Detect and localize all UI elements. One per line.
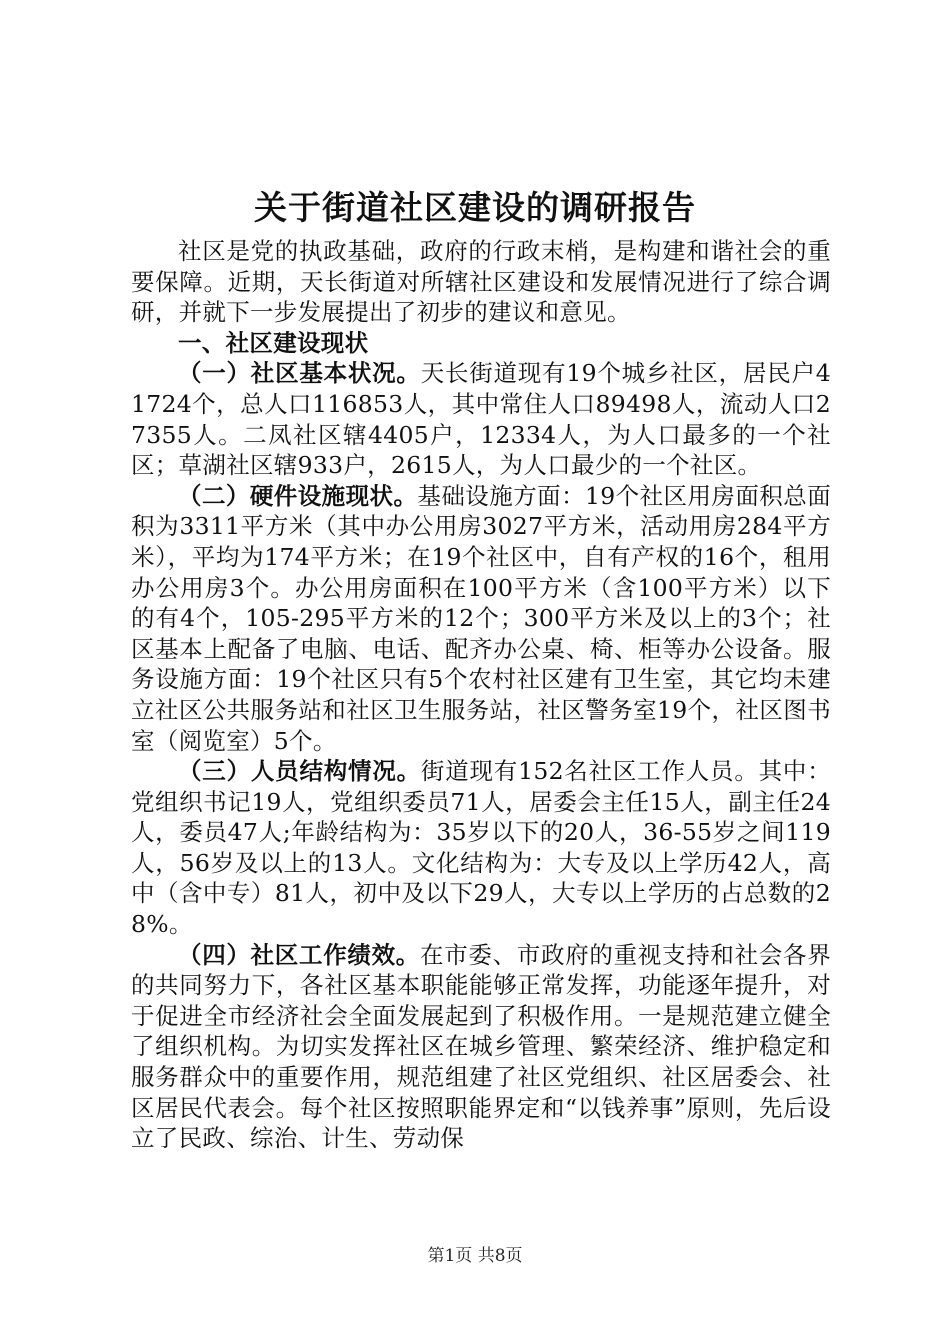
document-title: 关于街道社区建设的调研报告	[254, 188, 696, 227]
paragraph-facilities	[131, 481, 831, 756]
paragraph-text: 天长街道现有19个城乡社区，居民户41724个，总人口116853人，其中常住人口89498人，流动人口27355人。二凤社区辖4405户，12334人，为人口最多的一个社区；草湖社区辖933户，2615人，为人口最少的一个社区。	[131, 359, 832, 480]
paragraph-text: 街道现有152名社区工作人员。其中：党组织书记19人，党组织委员71人，居委会主任15人，副主任24人，委员47人;年龄结构为：35岁以下的20人，36-55岁之间119人，56岁及以上的13人。文化结构为：大专及以上学历42人，高中（含中专）81人，初中及以下29人，大专以上学历的占总数的28%。	[131, 757, 832, 939]
section-heading: 一、社区建设现状	[178, 328, 369, 357]
paragraph-text: 基础设施方面：19个社区用房面积总面积为3311平方米（其中办公用房3027平方米，活动用房284平方米），平均为174平方米；在19个社区中，自有产权的16个，租用办公用房3个。办公用房面积在100平方米（含100平方米）以下的有4个，105-295平方米的12个；300平方米及以上的3个；社区基本上配备了电脑、电话、配齐办公桌、椅、柜等办公设备。服务设施方面：19个社区只有5个农村社区建有卫生室，其它均未建立社区公共服务站和社区卫生服务站，社区警务室19个，社区图书室（阅览室）5个。	[131, 481, 831, 755]
paragraph-text: 在市委、市政府的重视支持和社会各界的共同努力下，各社区基本职能能够正常发挥，功能逐年提升，对于促进全市经济社会全面发展起到了积极作用。一是规范建立健全了组织机构。为切实发挥社区在城乡管理、繁荣经济、维护稳定和服务群众中的重要作用，规范组建了社区党组织、社区居委会、社区居民代表会。每个社区按照职能界定和“以钱养事”原则，先后设立了民政、综治、计生、劳动保	[131, 940, 831, 1153]
page-number-footer: 第1页 共8页	[427, 1246, 523, 1266]
paragraph-lead: （四）社区工作绩效。	[178, 940, 420, 969]
paragraph-lead: （三）人员结构情况。	[178, 757, 421, 786]
paragraph-text: 社区是党的执政基础，政府的行政末梢，是构建和谐社会的重要保障。近期，天长街道对所辖社区建设和发展情况进行了综合调研，并就下一步发展提出了初步的建议和意见。	[131, 237, 831, 327]
document-body	[131, 236, 831, 1154]
paragraph-performance	[131, 940, 831, 1154]
paragraph-lead: （一）社区基本状况。	[178, 359, 421, 388]
paragraph-staff-structure	[131, 756, 831, 940]
intro-paragraph	[131, 236, 831, 328]
paragraph-lead: （二）硬件设施现状。	[178, 481, 418, 510]
paragraph-basic-status	[131, 358, 831, 480]
